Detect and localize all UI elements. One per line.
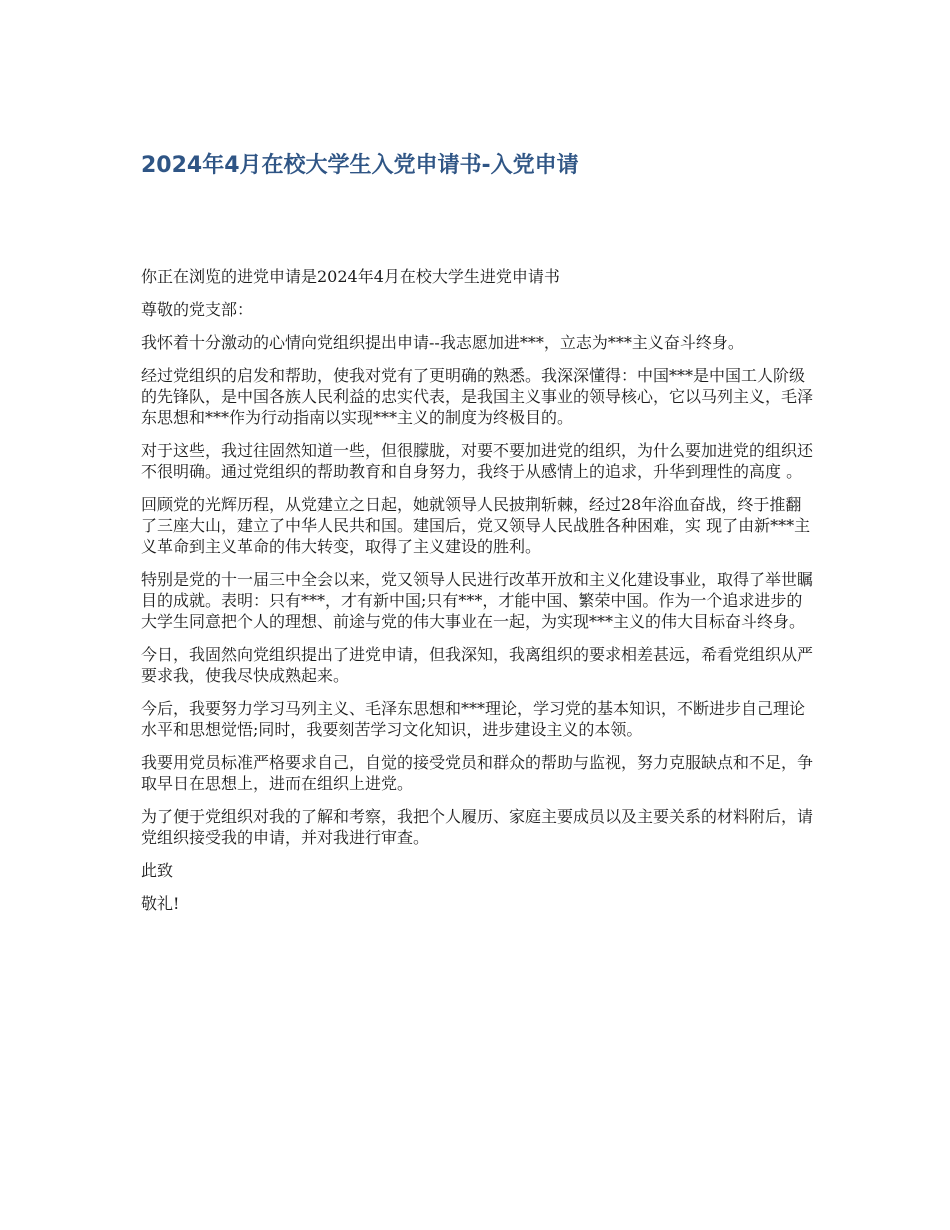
body-paragraph: 我要用党员标准严格要求自己，自觉的接受党员和群众的帮助与监视，努力克服缺点和不足，争取早日在思想上，进而在组织上进党。 [141, 753, 814, 793]
body-paragraph: 经过党组织的启发和帮助，使我对党有了更明确的熟悉。我深深懂得：中国***是中国工人阶级的先锋队，是中国各族人民利益的忠实代表，是我国主义事业的领导核心，它以马列主义，毛泽东思想和***作为行动指南以实现***主义的制度为终极目的。 [141, 366, 814, 427]
document-body [141, 266, 813, 926]
body-paragraph: 今日，我固然向党组织提出了进党申请，但我深知，我离组织的要求相差甚远，希看党组织从严要求我，使我尽快成熟起来。 [141, 645, 814, 685]
intro-paragraph: 你正在浏览的进党申请是2024年4月在校大学生进党申请书 [141, 267, 560, 286]
closing-line: 此致 [141, 861, 174, 880]
salutation: 尊敬的党支部： [141, 300, 254, 319]
body-paragraph: 对于这些，我过往固然知道一些，但很朦胧，对要不要加进党的组织，为什么要加进党的组织还不很明确。通过党组织的帮助教育和自身努力，我终于从感情上的追求，升华到理性的高度 。 [141, 441, 814, 481]
closing-regards: 敬礼! [141, 894, 180, 913]
document-title: 2024年4月在校大学生入党申请书-入党申请 [141, 153, 579, 178]
body-paragraph: 今后，我要努力学习马列主义、毛泽东思想和***理论，学习党的基本知识，不断进步自己理论水平和思想觉悟;同时，我要刻苦学习文化知识，进步建设主义的本领。 [141, 699, 806, 739]
body-paragraph: 为了便于党组织对我的了解和考察，我把个人履历、家庭主要成员以及主要关系的材料附后，请党组织接受我的申请，并对我进行审查。 [141, 807, 814, 847]
body-paragraph: 回顾党的光辉历程，从党建立之日起，她就领导人民披荆斩棘，经过28年浴血奋战，终于推翻了三座大山，建立了中华人民共和国。建国后，党又领导人民战胜各种困难，实 现了由新***主义革命到主义革命的伟大转变，取得了主义建设的胜利。 [141, 495, 811, 556]
body-paragraph: 我怀着十分激动的心情向党组织提出申请--我志愿加进***，立志为***主义奋斗终身。 [141, 333, 744, 352]
body-paragraph: 特别是党的十一届三中全会以来，党又领导人民进行改革开放和主义化建设事业，取得了举世瞩目的成就。表明：只有***，才有新中国;只有***，才能中国、繁荣中国。作为一个追求进步的大学生同意把个人的理想、前途与党的伟大事业在一起，为实现***主义的伟大目标奋斗终身。 [141, 570, 814, 631]
